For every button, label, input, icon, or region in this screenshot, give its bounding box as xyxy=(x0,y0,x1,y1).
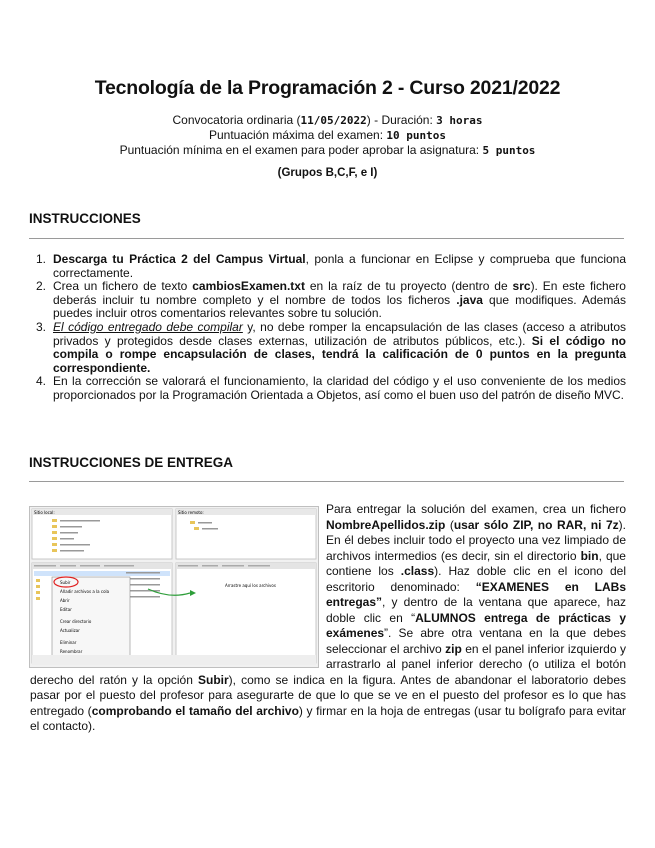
svg-text:Eliminar: Eliminar xyxy=(60,640,77,645)
divider xyxy=(29,481,624,482)
svg-text:Crear directorio: Crear directorio xyxy=(60,619,92,624)
max-score-line: Puntuación máxima del examen: 10 puntos xyxy=(208,128,447,142)
page-title: Tecnología de la Programación 2 - Curso 2021/2022 xyxy=(94,77,561,99)
list-item: 2. Crea un fichero de texto cambiosExamen.txt en la raíz de tu proyecto (dentro de src). En este fichero deberás incluir tu nombre completo y el nombre de todos los ficheros .java que modifiques. Además puedes incluir otros comentarios relevantes sobre tu solución. xyxy=(36,279,626,321)
right-site-label: Sitio remoto: xyxy=(178,510,204,515)
svg-text:Añadir archivos a la cola: Añadir archivos a la cola xyxy=(60,589,110,594)
delivery-paragraph: Para entregar la solución del examen, crea un fichero NombreApellidos.zip (usar sólo ZIP, no RAR, ni 7z). En él debes incluir todo el proyecto una vez limpiado de archivos intermedios (es decir, sin el directorio bin, que contiene los .class). Haz doble clic en el icono del escritorio denominado: “EXAMENES en LABs entregas”, y dentro de la ventana que aparece, haz doble clic en “ALUMNOS entrega de prácticas y exámenes”. Se abre otra ventana en la que debes seleccionar el archivo zip en el panel inferior izquierdo y arrastrarlo al panel inferior derecho (o utiliza el botón derecho del ratón y la opción Subir), como se indica en la figura. Antes de abandonar el laboratorio debes pasar por el puesto del profesor para asegurarte de que lo que se ve en el puesto del profesor es lo que has entregado (comprobando el tamaño del archivo) y firmar en la hoja de entregas (usar tu bolígrafo para evitar el contacto). xyxy=(30,502,626,733)
delivery-heading: INSTRUCCIONES DE ENTREGA xyxy=(29,455,234,470)
list-item: 1. Descarga tu Práctica 2 del Campus Virtual, ponla a funcionar en Eclipse y comprueba que funciona correctamente. xyxy=(36,252,627,280)
instructions-list xyxy=(29,253,626,403)
convocatoria-line: Convocatoria ordinaria (11/05/2022) - Duración: 3 horas xyxy=(172,113,483,127)
drop-hint: Arrastre aquí los archivos xyxy=(225,583,276,588)
min-score-line: Puntuación mínima en el examen para poder aprobar la asignatura: 5 puntos xyxy=(119,143,536,157)
groups-line: (Grupos B,C,F, e I) xyxy=(277,167,378,179)
svg-text:Renombrar: Renombrar xyxy=(60,649,83,654)
svg-text:Abrir: Abrir xyxy=(60,598,70,603)
menu-item-upload: Subir xyxy=(60,580,71,585)
exam-duration: 3 horas xyxy=(436,114,483,127)
list-item: 4. En la corrección se valorará el funcionamiento, la claridad del código y el uso conveniente de los medios proporcionados por la Programación Orientada a Objetos, así como el buen uso del patrón de diseño MVC. xyxy=(36,374,626,402)
svg-text:Editar: Editar xyxy=(60,607,72,612)
divider xyxy=(29,238,624,239)
instructions-heading: INSTRUCCIONES xyxy=(29,211,141,226)
svg-text:Actualizar: Actualizar xyxy=(60,628,80,633)
list-item: 3. El código entregado debe compilar y, no debe romper la encapsulación de las clases (acceso a atributos privados y protegidos desde clases externas, utilización de atributos públicos, etc.). Si el código no compila o rompe encapsulación de clases, tendrá la calificación de 0 puntos en la pregunta correspondiente. xyxy=(36,319,626,375)
exam-date: 11/05/2022 xyxy=(300,114,367,127)
left-site-label: Sitio local: xyxy=(34,510,55,515)
